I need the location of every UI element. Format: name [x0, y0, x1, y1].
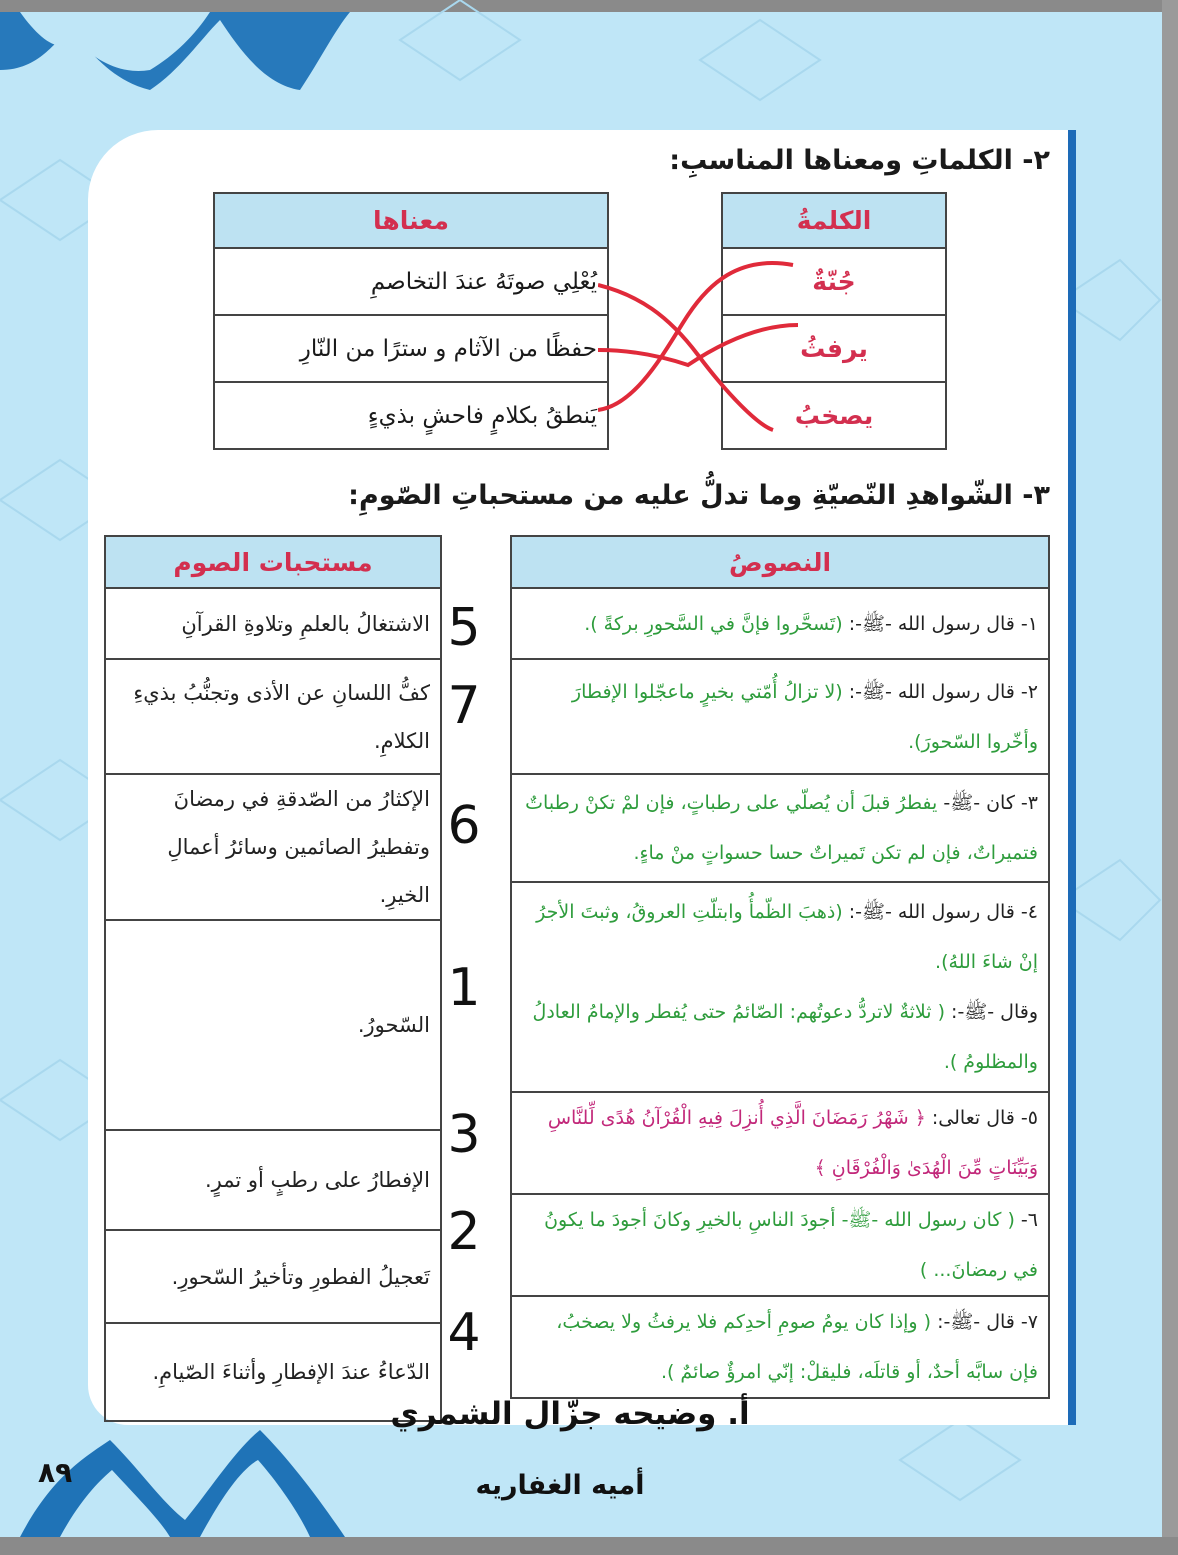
- handwritten-answer: 6: [447, 796, 481, 856]
- recommendations-table: [104, 535, 442, 1422]
- handwritten-answer: 2: [447, 1202, 481, 1262]
- text-prefix: ٧- قال -ﷺ-:: [931, 1311, 1038, 1333]
- handwritten-answer: 3: [447, 1105, 481, 1165]
- text-quote: ( وإذا كان يومُ صومِ أحدِكم فلا يرفثُ ولا يصخبُ، فإن سابَّه أحدٌ، أو قاتلَه، فليقلْ: إنّي امرؤٌ صائمٌ ).: [556, 1311, 1038, 1383]
- word-cell: جُنّةٌ: [722, 248, 946, 315]
- text-cell: [511, 659, 1049, 774]
- text-prefix: وقال -ﷺ-:: [945, 1001, 1038, 1023]
- word-cell: يرفثُ: [722, 315, 946, 382]
- recommendations-header: مستحبات الصوم: [105, 536, 441, 588]
- section-3-heading: ٣- الشّواهدِ النّصيّةِ وما تدلُّ عليه من مستحباتِ الصّومِ:: [348, 480, 1050, 511]
- text-prefix: ٢- قال رسول الله -ﷺ-:: [842, 680, 1038, 703]
- texts-header: النصوصُ: [511, 536, 1049, 588]
- recommendation-cell: الاشتغالُ بالعلمِ وتلاوةِ القرآنِ: [105, 588, 441, 659]
- handwritten-answer: 5: [447, 598, 481, 658]
- recommendation-cell: تَعجيلُ الفطورِ وتأخيرُ السّحورِ.: [105, 1230, 441, 1323]
- meaning-cell: يُعْلِي صوتَهُ عندَ التخاصمِ: [214, 248, 608, 315]
- text-prefix: ٦-: [1014, 1209, 1038, 1231]
- text-quote: ( كان رسول الله -ﷺ- أجودَ الناسِ بالخيرِ وكانَ أجودَ ما يكونُ في رمضانَ... ): [544, 1209, 1038, 1281]
- recommendation-cell: السّحورُ.: [105, 920, 441, 1130]
- school-name: أميه الغفاريه: [475, 1470, 645, 1501]
- meanings-table: [213, 192, 609, 450]
- text-cell: [511, 774, 1049, 882]
- text-prefix: ١- قال رسول الله -ﷺ-:: [842, 612, 1038, 635]
- text-cell: [511, 1194, 1049, 1296]
- section-2-heading: ٢- الكلماتِ ومعناها المناسبِ:: [669, 145, 1050, 176]
- recommendation-cell: الإكثارُ من الصّدقةِ في رمضانَ وتفطيرُ الصائمين وسائرُ أعمالِ الخيرِ.: [105, 774, 441, 920]
- text-prefix: ٣- كان -ﷺ-: [937, 792, 1038, 814]
- words-header: الكلمةُ: [722, 193, 946, 248]
- bottom-bar: [0, 1537, 1178, 1555]
- word-cell: يصخبُ: [722, 382, 946, 449]
- texts-table: [510, 535, 1050, 1399]
- text-quote: ﴿ شَهْرُ رَمَضَانَ الَّذِي أُنزِلَ فِيهِ الْقُرْآنُ هُدًى لِّلنَّاسِ وَبَيِّنَاتٍ مِّنَ الْهُدَىٰ وَالْفُرْقَانِ ﴾: [547, 1107, 1038, 1179]
- text-quote: يفطرُ قبلَ أن يُصلّي على رطباتٍ، فإن لمْ تكنْ رطباتٌ فتميراتٌ، فإن لم تكن تَميراتٌ حسا حسواتٍ منْ ماءٍ.: [525, 792, 1038, 864]
- text-prefix: ٥- قال تعالى:: [925, 1107, 1038, 1129]
- text-cell: [511, 1092, 1049, 1194]
- right-edge-strip: [1162, 0, 1178, 1555]
- meanings-header: معناها: [214, 193, 608, 248]
- text-quote: (لا تزالُ أُمّتي بخيرٍ ماعجّلوا الإفطارَ وأخّروا السّحورَ).: [571, 680, 1038, 753]
- recommendation-cell: الدّعاءُ عندَ الإفطارِ وأثناءَ الصّيامِ.: [105, 1323, 441, 1421]
- text-quote: (تَسحَّروا فإنَّ في السَّحورِ بركةً ).: [584, 612, 843, 635]
- matching-lines: [598, 255, 798, 445]
- handwritten-answer: 1: [447, 958, 481, 1018]
- teacher-name: أ. وضيحه جزّال الشمري: [390, 1396, 750, 1432]
- text-cell: [511, 1296, 1049, 1398]
- handwritten-answer: 4: [447, 1303, 481, 1363]
- handwritten-answer: 7: [447, 676, 481, 736]
- meaning-cell: حفظًا من الآثام و سترًا من النّارِ: [214, 315, 608, 382]
- text-cell: [511, 588, 1049, 659]
- text-cell: [511, 882, 1049, 1092]
- recommendation-cell: كفُّ اللسانِ عن الأذى وتجنُّبُ بذيءِ الكلامِ.: [105, 659, 441, 774]
- recommendation-cell: الإفطارُ على رطبٍ أو تمرٍ.: [105, 1130, 441, 1230]
- page-number: ٨٩: [38, 1456, 73, 1489]
- text-prefix: ٤- قال رسول الله -ﷺ-:: [842, 901, 1038, 923]
- text-quote: ( ثلاثةٌ لاتردُّ دعوتُهم: الصّائمُ حتى يُفطر والإمامُ العادلُ والمظلومُ ).: [532, 1001, 1038, 1073]
- meaning-cell: يَنطقُ بكلامٍ فاحشٍ بذيءٍ: [214, 382, 608, 449]
- text-quote: (ذهبَ الظّمأُ وابتلّتِ العروقُ، وثبتَ الأجرُ إنْ شاءَ اللهُ).: [536, 901, 1038, 973]
